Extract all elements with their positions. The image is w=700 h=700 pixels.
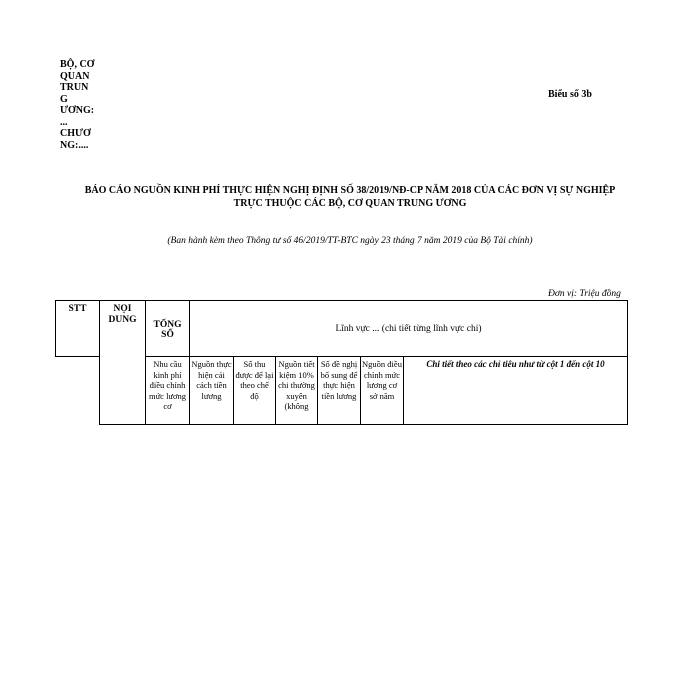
subcol-3 — [234, 357, 276, 425]
org-line: G — [60, 93, 68, 105]
org-line: ƯƠNG: — [60, 105, 95, 116]
detail-note: Chi tiết theo các chỉ tiêu như từ cột 1 đến cột 10 — [404, 357, 628, 425]
org-line: QUAN — [60, 70, 90, 82]
report-table — [55, 300, 628, 425]
subcol-2-text: Nguồn thực hiện cải cách tiền lương — [191, 359, 232, 401]
unit-label: Đơn vị: Triệu đồng — [548, 289, 621, 299]
header-content — [100, 301, 146, 425]
org-line: BỘ, CƠ — [60, 59, 95, 70]
subcol-6-text: Nguồn điều chỉnh mức lương cơ sở năm — [362, 359, 402, 401]
subcol-4-text: Nguồn tiết kiệm 10% chi thường xuyên (không — [278, 359, 315, 412]
subcol-4 — [276, 357, 318, 425]
org-line: NG:.... — [60, 139, 89, 151]
report-title-line: TRỰC THUỘC CÁC BỘ, CƠ QUAN TRUNG ƯƠNG — [233, 198, 467, 209]
organization-header — [60, 59, 102, 151]
subcol-6 — [361, 357, 404, 425]
header-stt: STT — [56, 301, 100, 357]
form-number: Biểu số 3b — [548, 89, 592, 100]
stt-empty-cell — [56, 357, 100, 425]
subcol-3-text: Số thu được để lại theo chế độ — [235, 359, 274, 401]
subcol-1 — [146, 357, 190, 425]
report-subtitle: (Ban hành kèm theo Thông tư số 46/2019/TT-BTC ngày 23 tháng 7 năm 2019 của Bộ Tài chính) — [167, 236, 533, 246]
org-line: ... — [60, 116, 68, 128]
org-line: CHƯƠ — [60, 128, 91, 139]
org-line: TRUN — [60, 82, 89, 93]
report-title — [60, 184, 640, 210]
subcol-5 — [318, 357, 361, 425]
header-total: TỔNG SỐ — [146, 301, 190, 357]
subcol-1-text: Nhu cầu kinh phí điều chỉnh mức lương cơ — [148, 359, 187, 412]
header-field: Lĩnh vực ... (chi tiết từng lĩnh vực chi) — [190, 301, 628, 357]
subcol-2 — [190, 357, 234, 425]
report-title-line: BÁO CÁO NGUỒN KINH PHÍ THỰC HIỆN NGHỊ ĐỊNH SỐ 38/2019/NĐ-CP NĂM 2018 CỦA CÁC ĐƠN VỊ SỰ NGHIỆP — [84, 185, 616, 196]
subcol-5-text: Số đề nghị bổ sung để thực hiện tiền lương — [320, 359, 358, 401]
header-content-text: NỘI DUNG — [108, 304, 137, 325]
